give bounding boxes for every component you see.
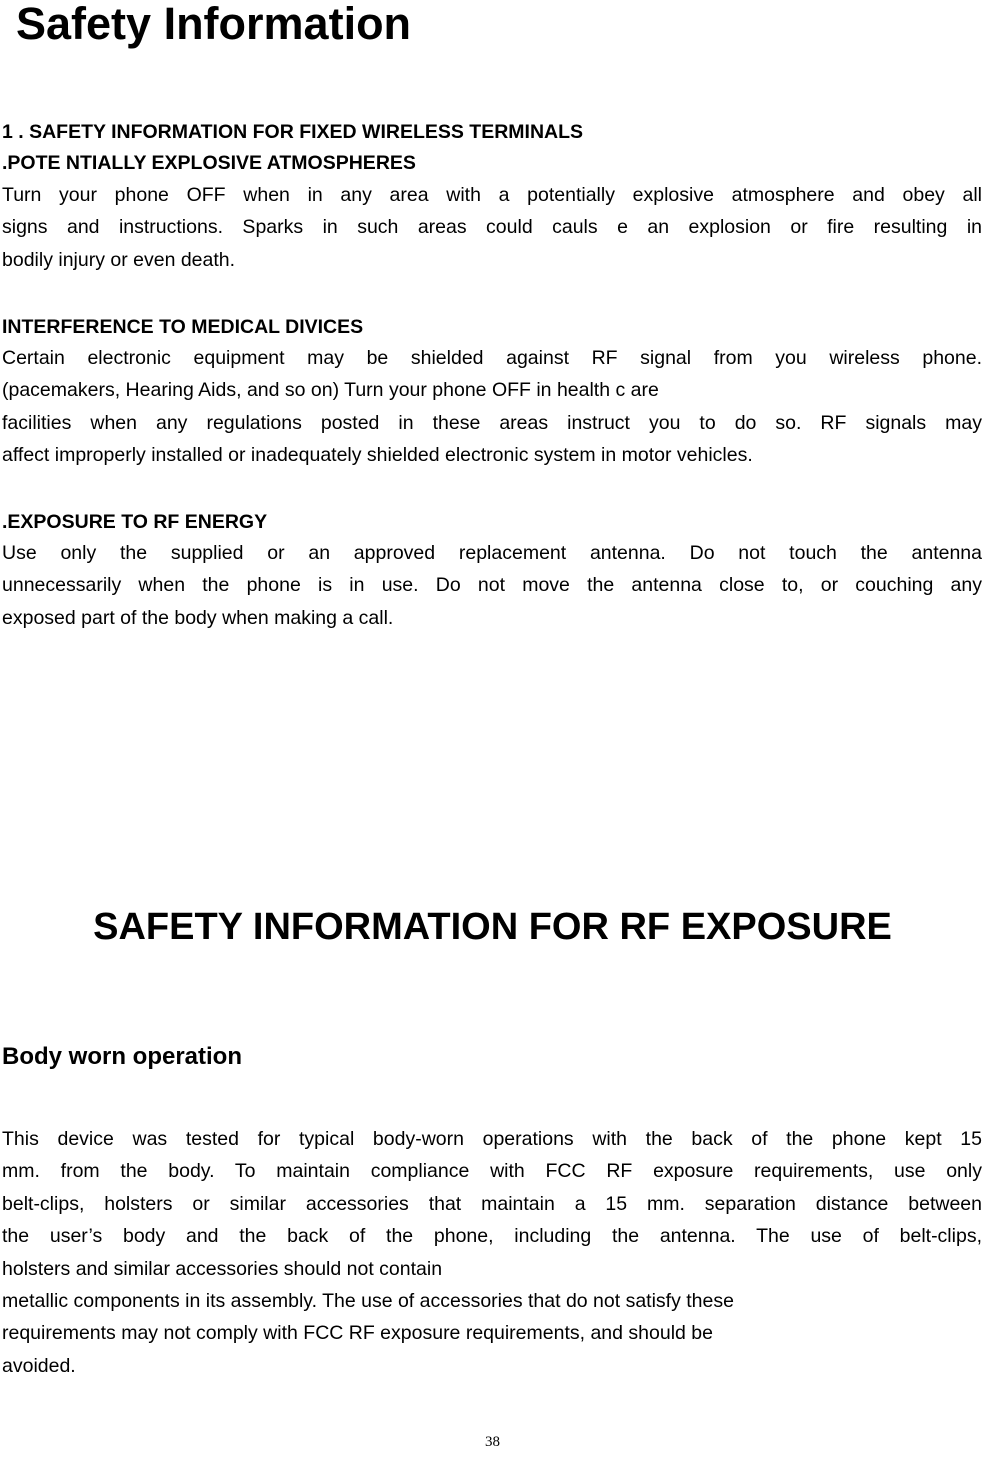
paragraph-line: signs and instructions. Sparks in such areas could cauls e an explosion or fire resulting in — [2, 216, 982, 239]
section-heading-fixed-wireless: 1 . SAFETY INFORMATION FOR FIXED WIRELESS TERMINALS — [2, 121, 584, 143]
paragraph-line: belt-clips, holsters or similar accessories that maintain a 15 mm. separation distance between — [2, 1192, 982, 1215]
paragraph-line: (pacemakers, Hearing Aids, and so on) Turn your phone OFF in health c are — [2, 379, 659, 402]
paragraph-rf-energy — [2, 537, 982, 634]
section-subheading-explosive: .POTE NTIALLY EXPLOSIVE ATMOSPHERES — [2, 152, 416, 174]
page-number: 38 — [485, 1434, 500, 1450]
paragraph-line: the user’s body and the back of the phone, including the antenna. The use of belt-clips, — [2, 1225, 982, 1248]
paragraph-line: requirements may not comply with FCC RF exposure requirements, and should be — [2, 1322, 713, 1345]
paragraph-body-worn — [2, 1123, 982, 1382]
paragraph-line: bodily injury or even death. — [2, 248, 236, 271]
rf-exposure-title: SAFETY INFORMATION FOR RF EXPOSURE — [93, 906, 892, 948]
paragraph-line: avoided. — [2, 1354, 76, 1377]
section-heading-medical: INTERFERENCE TO MEDICAL DIVICES — [2, 316, 364, 338]
page-title: Safety Information — [16, 0, 412, 49]
paragraph-line: This device was tested for typical body-worn operations with the back of the phone kept 15 — [2, 1128, 982, 1150]
paragraph-medical — [2, 342, 982, 472]
paragraph-line: metallic components in its assembly. The use of accessories that do not satisfy these — [2, 1290, 734, 1313]
paragraph-line: Turn your phone OFF when in any area with a potentially explosive atmosphere and obey all — [2, 184, 982, 206]
paragraph-line: exposed part of the body when making a call. — [2, 606, 394, 629]
paragraph-line: Certain electronic equipment may be shielded against RF signal from you wireless phone. — [2, 347, 982, 369]
paragraph-explosive — [2, 179, 982, 276]
paragraph-line: affect improperly installed or inadequately shielded electronic system in motor vehicles. — [2, 444, 753, 467]
paragraph-line: Use only the supplied or an approved replacement antenna. Do not touch the antenna — [2, 542, 982, 564]
body-worn-subtitle: Body worn operation — [2, 1043, 242, 1070]
paragraph-line: facilities when any regulations posted in these areas instruct you to do so. RF signals may — [2, 411, 982, 434]
paragraph-line: mm. from the body. To maintain compliance with FCC RF exposure requirements, use only — [2, 1160, 982, 1183]
section-heading-rf-energy: .EXPOSURE TO RF ENERGY — [2, 511, 268, 533]
paragraph-line: holsters and similar accessories should not contain — [2, 1257, 443, 1280]
paragraph-line: unnecessarily when the phone is in use. Do not move the antenna close to, or couching any — [2, 574, 982, 597]
